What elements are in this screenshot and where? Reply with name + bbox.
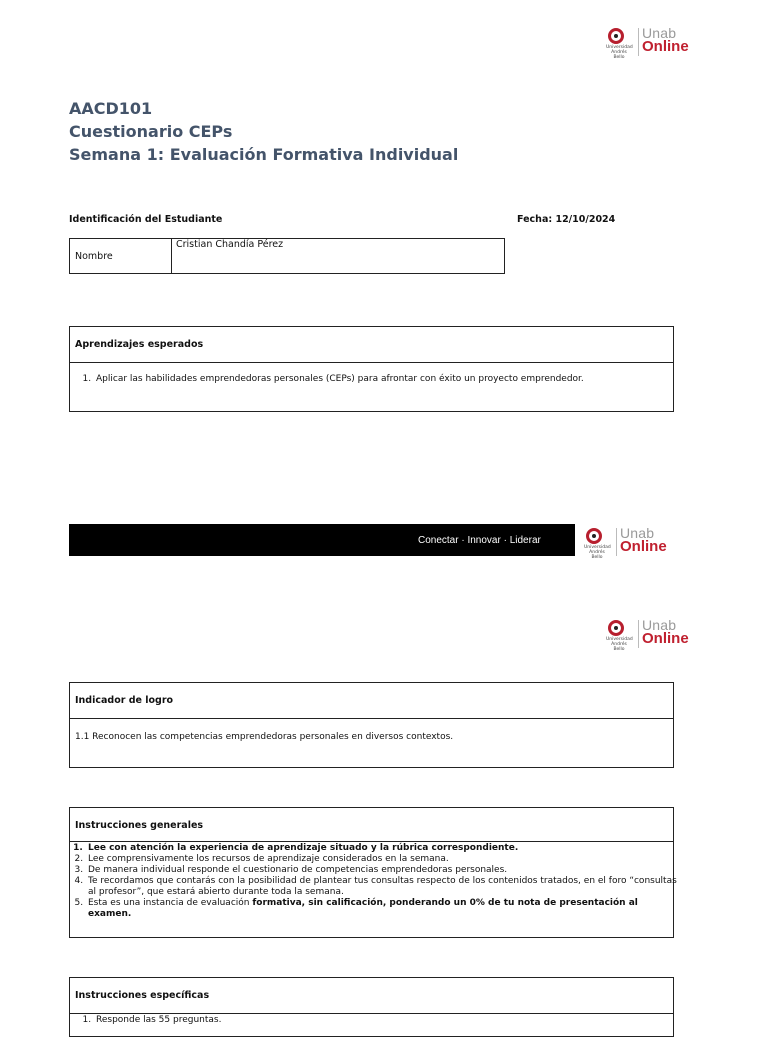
general-heading: Instrucciones generales [75, 820, 204, 831]
general-item: 3. De manera individual responde el cuestionario de competencias emprendedoras personales. [86, 865, 678, 876]
university-seal-icon [586, 528, 602, 544]
general-item [86, 898, 678, 920]
name-value: Cristian Chandía Pérez [176, 239, 284, 250]
week-title: Semana 1: Evaluación Formativa Individual [69, 145, 459, 164]
logo-unab-text: Unab [620, 525, 655, 541]
date-label: Fecha: 12/10/2024 [517, 214, 616, 225]
learning-item: 1. Aplicar las habilidades emprendedoras personales (CEPs) para afrontar con éxito un proyecto emprendedor. [94, 374, 664, 385]
logo-online-text: Online [642, 630, 689, 647]
general-item: 2. Lee comprensivamente los recursos de aprendizaje considerados en la semana. [86, 854, 678, 865]
logo-unab-text: Unab [642, 25, 677, 41]
specific-list [70, 1015, 664, 1026]
specific-heading: Instrucciones específicas [75, 990, 210, 1001]
general-item5-bold: formativa, sin calificación, ponderando un 0% de tu nota de presentación al examen. [88, 898, 638, 919]
general-item: 1. Lee con atención la experiencia de aprendizaje situado y la rúbrica correspondiente. [86, 843, 678, 854]
achievement-indicator-table [69, 682, 674, 768]
logo-online-text: Online [642, 38, 689, 55]
general-list [68, 843, 678, 920]
logo-university-text: Universidad Andrés Bello [606, 637, 633, 652]
logo-university-text: Universidad Andrés Bello [584, 545, 611, 560]
specific-item: 1. Responde las 55 preguntas. [94, 1015, 664, 1026]
student-section-label: Identificación del Estudiante [69, 214, 223, 225]
course-code: AACD101 [69, 99, 153, 118]
university-seal-icon [608, 620, 624, 636]
unab-online-logo-page2 [606, 617, 690, 652]
banner-slogan: Conectar · Innovar · Liderar [418, 535, 541, 546]
footer-banner [69, 524, 575, 556]
document-subtitle: Cuestionario CEPs [69, 122, 233, 141]
logo-unab-text: Unab [642, 617, 677, 633]
logo-university-text: Universidad Andrés Bello [606, 45, 633, 60]
student-table [69, 238, 505, 274]
indicator-text: 1.1 Reconocen las competencias emprendedoras personales en diversos contextos. [75, 732, 454, 742]
logo-online-text: Online [620, 538, 667, 555]
name-label: Nombre [75, 251, 113, 262]
learning-heading: Aprendizajes esperados [75, 339, 204, 350]
university-seal-icon [608, 28, 624, 44]
general-item5-prefix: Esta es una instancia de evaluación [88, 898, 253, 908]
learning-list [70, 374, 664, 385]
specific-instructions-table [69, 977, 674, 1037]
learning-outcomes-table [69, 326, 674, 412]
unab-online-logo-footer [584, 525, 668, 560]
unab-online-logo [606, 25, 690, 60]
indicator-heading: Indicador de logro [75, 695, 174, 706]
general-instructions-table [69, 807, 677, 938]
general-item: 4. Te recordamos que contarás con la posibilidad de plantear tus consultas respecto de los contenidos tratados, en el foro “consultas al profesor”, que estará abierto durante toda la semana. [86, 876, 678, 898]
